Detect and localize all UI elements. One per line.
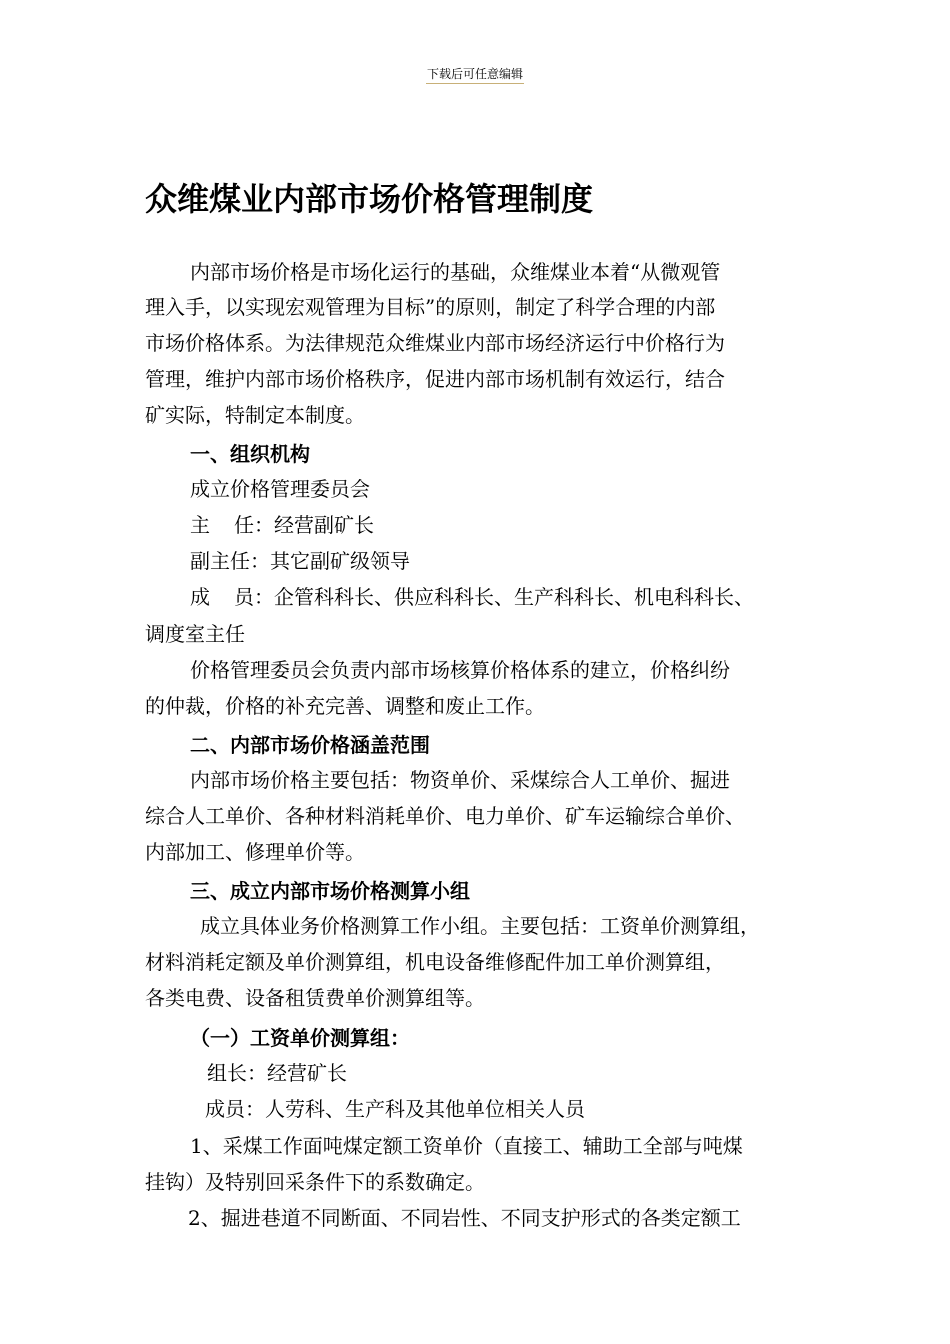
paragraph-line: 价格管理委员会负责内部市场核算价格体系的建立，价格纠纷	[190, 658, 730, 682]
director-text: 任：经营副矿长	[234, 513, 374, 537]
paragraph-line: 调度室主任	[145, 622, 245, 646]
label-cheng: 成	[190, 585, 210, 609]
section-heading: 三、成立内部市场价格测算小组	[190, 879, 470, 903]
paragraph-line: 综合人工单价、各种材料消耗单价、电力单价、矿车运输综合单价、	[145, 804, 745, 828]
label-zhu: 主	[190, 513, 210, 537]
paragraph-line: 各类电费、设备租赁费单价测算组等。	[145, 986, 485, 1010]
paragraph-line: 理入手，以实现宏观管理为目标”的原则，制定了科学合理的内部	[145, 295, 716, 319]
section-heading: 一、组织机构	[190, 442, 310, 466]
header-note	[0, 66, 950, 84]
paragraph-line: 成员：人劳科、生产科及其他单位相关人员	[205, 1097, 585, 1121]
paragraph-line: 管理，维护内部市场价格秩序，促进内部市场机制有效运行，结合	[145, 367, 725, 391]
paragraph-line: 内部市场价格是市场化运行的基础，众维煤业本着“从微观管	[190, 260, 721, 284]
paragraph-line	[190, 583, 754, 611]
paragraph-line: 副主任：其它副矿级领导	[190, 549, 410, 573]
paragraph-line: 成立具体业务价格测算工作小组。主要包括：工资单价测算组，	[200, 914, 760, 938]
section-heading: 二、内部市场价格涵盖范围	[190, 733, 430, 757]
paragraph-line	[190, 511, 374, 539]
paragraph-line: 成立价格管理委员会	[190, 477, 370, 501]
paragraph-line: 矿实际，特制定本制度。	[145, 403, 365, 427]
paragraph-line: 内部市场价格主要包括：物资单价、采煤综合人工单价、掘进	[190, 768, 730, 792]
members-text: 员：企管科科长、供应科科长、生产科科长、机电科科长、	[234, 585, 754, 609]
document-title: 众维煤业内部市场价格管理制度	[145, 180, 594, 218]
subsection-heading: （一）工资单价测算组：	[190, 1026, 410, 1050]
paragraph-line: 2、掘进巷道不同断面、不同岩性、不同支护形式的各类定额工	[188, 1206, 741, 1230]
header-note-text: 下载后可任意编辑	[426, 66, 524, 84]
paragraph-line: 1、采煤工作面吨煤定额工资单价（直接工、辅助工全部与吨煤	[190, 1134, 743, 1158]
paragraph-line: 内部加工、修理单价等。	[145, 840, 365, 864]
paragraph-line: 的仲裁，价格的补充完善、调整和废止工作。	[145, 694, 545, 718]
paragraph-line: 材料消耗定额及单价测算组，机电设备维修配件加工单价测算组，	[145, 950, 725, 974]
paragraph-line: 挂钩）及特别回采条件下的系数确定。	[145, 1170, 485, 1194]
paragraph-line: 组长：经营矿长	[207, 1061, 347, 1085]
paragraph-line: 市场价格体系。为法律规范众维煤业内部市场经济运行中价格行为	[145, 331, 725, 355]
